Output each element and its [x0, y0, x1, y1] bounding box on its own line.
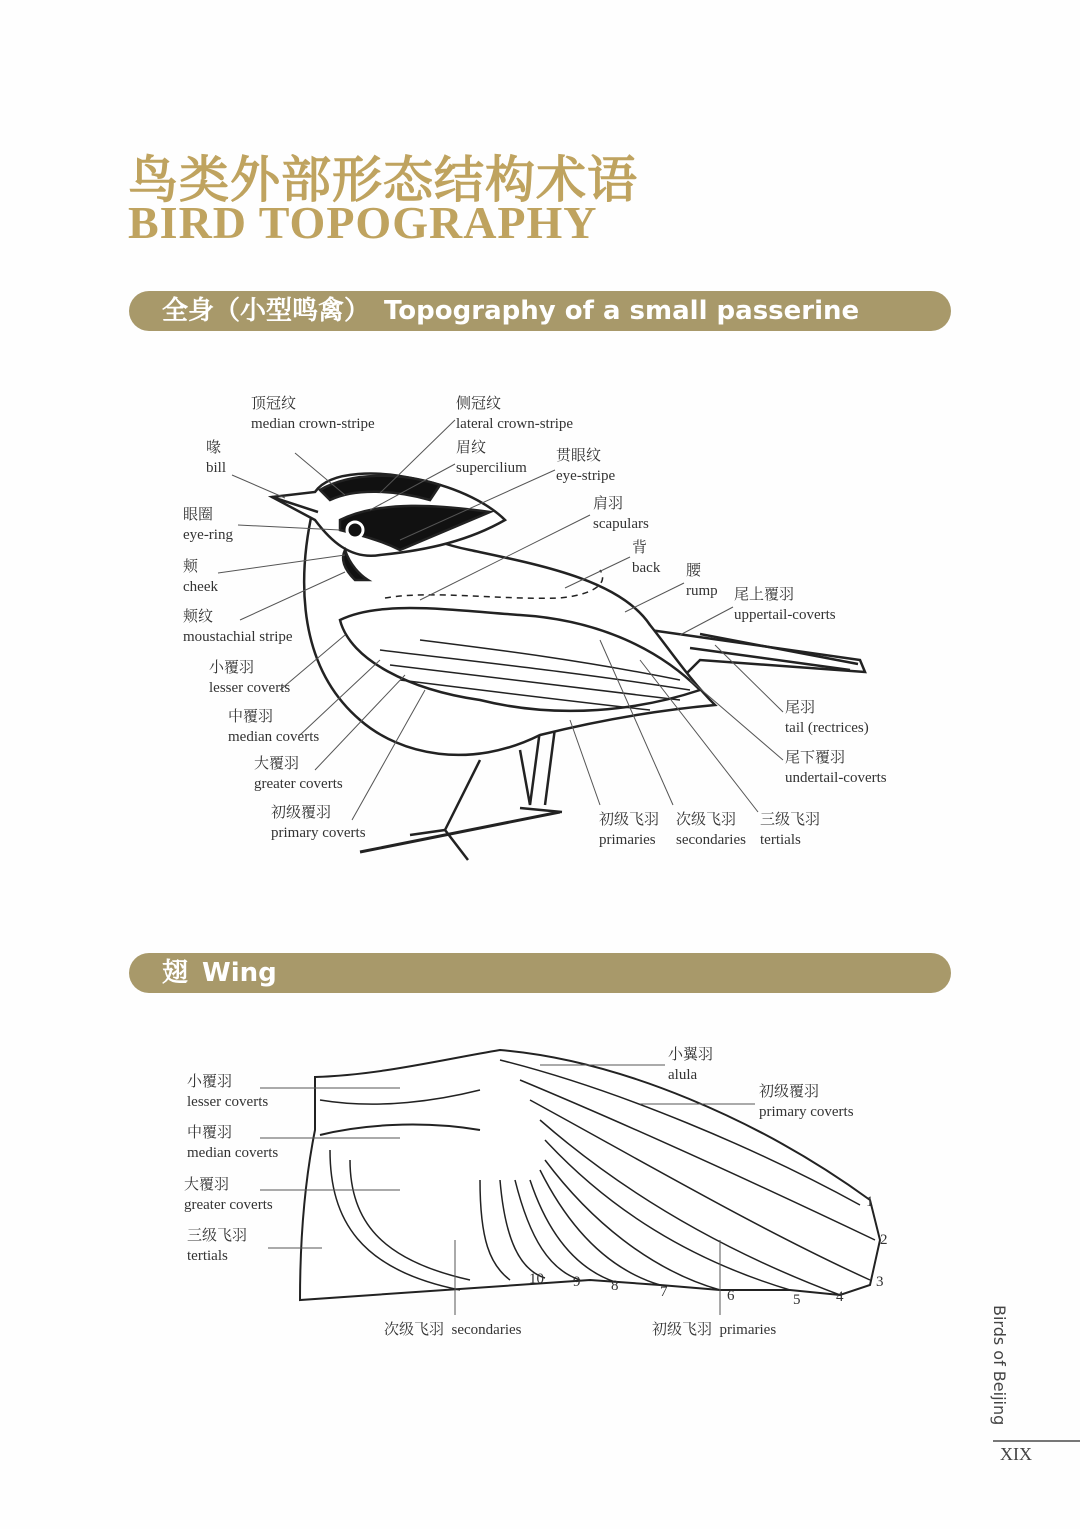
wing-label-primaries: 初级飞羽 primaries [652, 1322, 777, 1338]
book-title-vertical: Birds of Beijing [990, 1305, 1009, 1426]
label-undertail-coverts: 尾下覆羽 undertail-coverts [785, 750, 887, 786]
feather-number: 9 [573, 1274, 581, 1290]
wing-label-secondaries: 次级飞羽 secondaries [384, 1322, 522, 1338]
label-secondaries: 次级飞羽 secondaries [676, 812, 746, 848]
label-lesser-coverts: 小覆羽 lesser coverts [209, 660, 291, 696]
feather-number: 1 [866, 1194, 874, 1210]
label-lateral-crown-stripe: 侧冠纹 lateral crown-stripe [456, 396, 574, 432]
wing-label-median-coverts: 中覆羽 median coverts [187, 1125, 279, 1161]
section-title-cn: 翅 [162, 958, 189, 988]
section-title-en: Topography of a small passerine [384, 296, 860, 326]
feather-number: 4 [836, 1289, 844, 1305]
label-rump: 腰 rump [686, 563, 718, 599]
wing-label-greater-coverts: 大覆羽 greater coverts [184, 1177, 273, 1213]
label-primaries: 初级飞羽 primaries [599, 812, 660, 848]
label-primary-coverts: 初级覆羽 primary coverts [271, 805, 366, 841]
wing-label-lesser-coverts: 小覆羽 lesser coverts [187, 1074, 269, 1110]
wing-label-primary-coverts: 初级覆羽 primary coverts [759, 1084, 854, 1120]
label-scapulars: 肩羽 scapulars [593, 496, 649, 532]
label-cheek: 颊 cheek [183, 559, 218, 595]
section-title-en: Wing [202, 958, 277, 988]
section-title-cn: 全身（小型鸣禽） [162, 296, 371, 326]
label-eye-stripe: 贯眼纹 eye-stripe [556, 448, 616, 484]
label-tertials: 三级飞羽 tertials [760, 812, 821, 848]
label-uppertail-coverts: 尾上覆羽 uppertail-coverts [734, 587, 836, 623]
feather-number: 10 [529, 1271, 544, 1287]
page-title-cn: 鸟类外部形态结构术语 [128, 150, 638, 209]
footer-divider [993, 1440, 1080, 1442]
label-moustachial-stripe: 颊纹 moustachial stripe [183, 609, 293, 645]
wing-label-tertials: 三级飞羽 tertials [187, 1228, 248, 1264]
feather-number: 3 [876, 1274, 884, 1290]
feather-number: 5 [793, 1292, 801, 1308]
label-bill: 喙 bill [206, 440, 227, 476]
label-tail: 尾羽 tail (rectrices) [785, 700, 869, 736]
label-median-coverts: 中覆羽 median coverts [228, 709, 320, 745]
feather-number: 8 [611, 1278, 619, 1294]
label-eye-ring: 眼圈 eye-ring [183, 507, 233, 543]
label-back: 背 back [632, 540, 661, 576]
feather-number: 2 [880, 1232, 888, 1248]
feather-number: 7 [660, 1284, 668, 1300]
label-median-crown-stripe: 顶冠纹 median crown-stripe [251, 396, 375, 432]
feather-number: 6 [727, 1288, 735, 1304]
label-supercilium: 眉纹 supercilium [456, 440, 527, 476]
label-greater-coverts: 大覆羽 greater coverts [254, 756, 343, 792]
page-number: XIX [1000, 1444, 1032, 1464]
page-title-en: BIRD TOPOGRAPHY [128, 197, 598, 248]
wing-label-alula: 小翼羽 alula [668, 1047, 714, 1083]
